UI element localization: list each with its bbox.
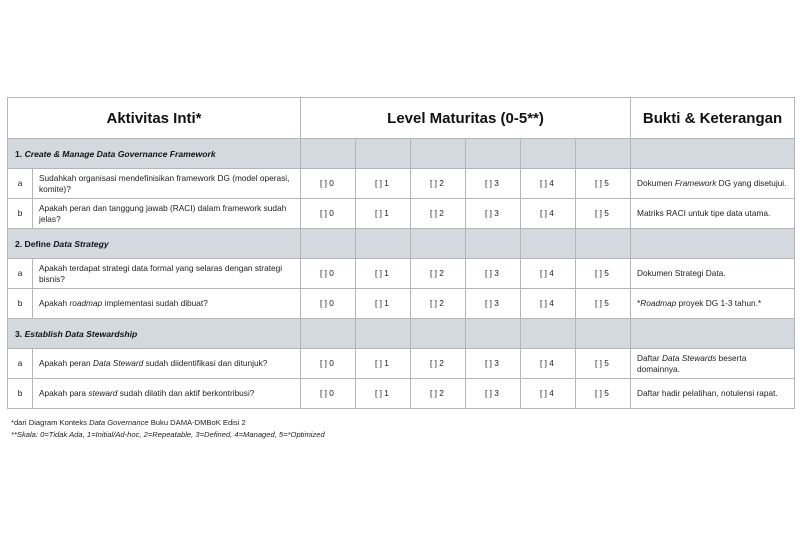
item-question: Apakah peran Data Steward sudah diidentifikasi dan ditunjuk? <box>33 349 301 379</box>
level-option-1[interactable]: [ ] 1 <box>356 259 411 289</box>
level-option-3[interactable]: [ ] 3 <box>466 349 521 379</box>
level-option-1[interactable]: [ ] 1 <box>356 289 411 319</box>
section-level-cell <box>521 319 576 349</box>
level-option-4[interactable]: [ ] 4 <box>521 169 576 199</box>
level-option-0[interactable]: [ ] 0 <box>301 169 356 199</box>
table-row <box>8 169 795 199</box>
footnote-scale: **Skala: 0=Tidak Ada, 1=Initial/Ad-hoc, 2=Repeatable, 3=Defined, 4=Managed, 5=*Optimized <box>11 430 325 439</box>
level-option-2[interactable]: [ ] 2 <box>411 349 466 379</box>
level-option-1[interactable]: [ ] 1 <box>356 199 411 229</box>
level-option-2[interactable]: [ ] 2 <box>411 379 466 409</box>
section-level-cell <box>356 139 411 169</box>
footnotes <box>11 417 325 441</box>
level-option-2[interactable]: [ ] 2 <box>411 259 466 289</box>
item-question: Apakah para steward sudah dilatih dan aktif berkontribusi? <box>33 379 301 409</box>
level-option-0[interactable]: [ ] 0 <box>301 289 356 319</box>
item-letter: a <box>8 169 33 199</box>
item-letter: a <box>8 259 33 289</box>
level-option-5[interactable]: [ ] 5 <box>576 199 631 229</box>
item-question: Apakah roadmap implementasi sudah dibuat? <box>33 289 301 319</box>
level-option-3[interactable]: [ ] 3 <box>466 199 521 229</box>
table-row <box>8 289 795 319</box>
item-letter: a <box>8 349 33 379</box>
footnote-source: *dari Diagram Konteks Data Governance Buku DAMA-DMBoK Edisi 2 <box>11 418 246 427</box>
level-option-5[interactable]: [ ] 5 <box>576 169 631 199</box>
section-level-cell <box>466 229 521 259</box>
level-option-3[interactable]: [ ] 3 <box>466 169 521 199</box>
maturity-assessment-table <box>7 97 795 409</box>
section-level-cell <box>521 139 576 169</box>
section-title: 2. Define Data Strategy <box>8 229 301 259</box>
item-evidence: *Roadmap proyek DG 1-3 tahun.* <box>631 289 795 319</box>
level-option-5[interactable]: [ ] 5 <box>576 349 631 379</box>
section-row <box>8 229 795 259</box>
section-level-cell <box>356 319 411 349</box>
level-option-2[interactable]: [ ] 2 <box>411 169 466 199</box>
item-evidence: Dokumen Framework DG yang disetujui. <box>631 169 795 199</box>
item-letter: b <box>8 289 33 319</box>
section-level-cell <box>576 139 631 169</box>
item-evidence: Daftar Data Stewards beserta domainnya. <box>631 349 795 379</box>
level-option-0[interactable]: [ ] 0 <box>301 259 356 289</box>
level-option-5[interactable]: [ ] 5 <box>576 259 631 289</box>
level-option-5[interactable]: [ ] 5 <box>576 289 631 319</box>
level-option-4[interactable]: [ ] 4 <box>521 289 576 319</box>
section-level-cell <box>356 229 411 259</box>
item-question: Apakah peran dan tanggung jawab (RACI) dalam framework sudah jelas? <box>33 199 301 229</box>
item-question: Apakah terdapat strategi data formal yang selaras dengan strategi bisnis? <box>33 259 301 289</box>
level-option-2[interactable]: [ ] 2 <box>411 199 466 229</box>
header-activity: Aktivitas Inti* <box>8 98 301 139</box>
section-level-cell <box>301 139 356 169</box>
table-row <box>8 349 795 379</box>
level-option-4[interactable]: [ ] 4 <box>521 349 576 379</box>
item-letter: b <box>8 199 33 229</box>
level-option-3[interactable]: [ ] 3 <box>466 289 521 319</box>
section-level-cell <box>301 229 356 259</box>
section-evidence-cell <box>631 229 795 259</box>
header-level: Level Maturitas (0-5**) <box>301 98 631 139</box>
section-level-cell <box>411 229 466 259</box>
section-row <box>8 139 795 169</box>
section-level-cell <box>576 229 631 259</box>
item-evidence: Dokumen Strategi Data. <box>631 259 795 289</box>
section-row <box>8 319 795 349</box>
item-question: Sudahkah organisasi mendefinisikan framework DG (model operasi, komite)? <box>33 169 301 199</box>
section-level-cell <box>411 319 466 349</box>
section-title: 3. Establish Data Stewardship <box>8 319 301 349</box>
section-level-cell <box>301 319 356 349</box>
level-option-4[interactable]: [ ] 4 <box>521 259 576 289</box>
section-level-cell <box>466 139 521 169</box>
level-option-2[interactable]: [ ] 2 <box>411 289 466 319</box>
section-level-cell <box>576 319 631 349</box>
item-evidence: Daftar hadir pelatihan, notulensi rapat. <box>631 379 795 409</box>
level-option-4[interactable]: [ ] 4 <box>521 379 576 409</box>
level-option-0[interactable]: [ ] 0 <box>301 199 356 229</box>
header-evidence: Bukti & Keterangan <box>631 98 795 139</box>
header-row <box>8 98 795 139</box>
level-option-0[interactable]: [ ] 0 <box>301 379 356 409</box>
item-letter: b <box>8 379 33 409</box>
section-evidence-cell <box>631 139 795 169</box>
level-option-4[interactable]: [ ] 4 <box>521 199 576 229</box>
section-level-cell <box>521 229 576 259</box>
level-option-5[interactable]: [ ] 5 <box>576 379 631 409</box>
section-level-cell <box>466 319 521 349</box>
table-row <box>8 259 795 289</box>
item-evidence: Matriks RACI untuk tipe data utama. <box>631 199 795 229</box>
level-option-1[interactable]: [ ] 1 <box>356 169 411 199</box>
table-row <box>8 379 795 409</box>
section-level-cell <box>411 139 466 169</box>
section-evidence-cell <box>631 319 795 349</box>
level-option-1[interactable]: [ ] 1 <box>356 379 411 409</box>
level-option-3[interactable]: [ ] 3 <box>466 259 521 289</box>
table-row <box>8 199 795 229</box>
section-title: 1. Create & Manage Data Governance Framework <box>8 139 301 169</box>
level-option-0[interactable]: [ ] 0 <box>301 349 356 379</box>
level-option-1[interactable]: [ ] 1 <box>356 349 411 379</box>
level-option-3[interactable]: [ ] 3 <box>466 379 521 409</box>
